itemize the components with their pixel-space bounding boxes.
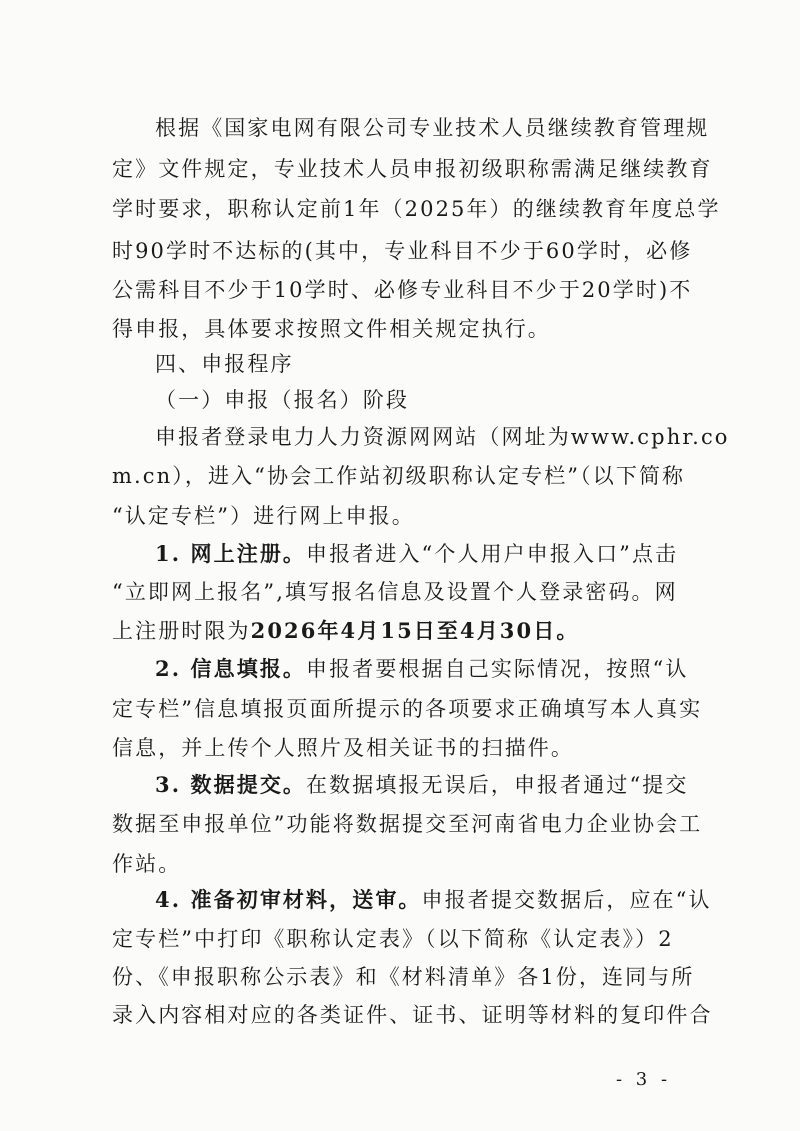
text: 公需科目不少于10学时、必修专业科目不少于20学时)不 [112, 278, 693, 302]
text: 录入内容相对应的各类证件、证书、证明等材料的复印件合 [112, 1003, 713, 1027]
text-line [112, 616, 579, 646]
text: 得申报，具体要求按照文件相关规定执行。 [112, 317, 551, 341]
text-line [112, 1000, 713, 1030]
text-line [155, 422, 730, 452]
text-line [112, 733, 574, 763]
text: 申报者要根据自己实际情况，按照“认 [306, 657, 689, 681]
text: 申报者进入“个人用户申报入口”点击 [306, 542, 679, 566]
text: 信息，并上传个人照片及相关证书的扫描件。 [112, 736, 574, 760]
text: 在数据填报无误后，申报者通过“提交 [306, 773, 689, 797]
text: 份、《申报职称公示表》和《材料清单》各1份，连同与所 [112, 965, 695, 989]
text-line [155, 539, 678, 569]
bold-text: 1. 网上注册。 [155, 541, 307, 566]
text: 作站。 [112, 852, 182, 876]
text: “立即网上报名”,填写报名信息及设置个人登录密码。网 [112, 580, 678, 604]
text-line [155, 113, 709, 143]
text-line [155, 654, 688, 684]
text-line [112, 194, 721, 224]
text-line [112, 809, 702, 839]
text-line [112, 501, 415, 531]
text: 定专栏”中打印《职称认定表》（以下简称《认定表》）2 [112, 927, 674, 951]
text: 申报者登录电力人力资源网网站（网址为www.cphr.co [155, 425, 730, 449]
text: 时90学时不达标的(其中，专业科目不少于60学时，必修 [112, 239, 693, 263]
text: （一）申报（报名）阶段 [155, 388, 410, 412]
text-line [112, 694, 702, 724]
text: 学时要求，职称认定前1年（2025年）的继续教育年度总学 [112, 197, 721, 221]
text: 数据至申报单位”功能将数据提交至河南省电力企业协会工 [112, 812, 703, 836]
text-line [112, 461, 685, 491]
bold-text: 2026年4月15日至4月30日。 [250, 618, 580, 643]
text: 四、申报程序 [155, 352, 294, 376]
page-number: - 3 - [616, 1069, 672, 1090]
text-line [155, 349, 294, 379]
text: 上注册时限为 [112, 619, 251, 643]
text-line [155, 385, 409, 415]
text: 根据《国家电网有限公司专业技术人员继续教育管理规 [155, 116, 710, 140]
text-line [155, 770, 688, 800]
text: 定》文件规定，专业技术人员申报初级职称需满足继续教育 [112, 157, 713, 181]
bold-text: 4. 准备初审材料，送审。 [155, 887, 422, 912]
text: 定专栏”信息填报页面所提示的各项要求正确填写本人真实 [112, 697, 703, 721]
text-line [112, 962, 694, 992]
text: 申报者提交数据后，应在“认 [421, 888, 712, 912]
text-line [112, 154, 713, 184]
text-line [155, 885, 712, 915]
text-line [112, 849, 181, 879]
text-line [112, 577, 678, 607]
text: m.cn），进入“协会工作站初级职称认定专栏”（以下简称 [112, 464, 686, 488]
text-line [112, 924, 674, 954]
bold-text: 2. 信息填报。 [155, 656, 307, 681]
text-line [112, 236, 692, 266]
text-line [112, 275, 692, 305]
text: “认定专栏”）进行网上申报。 [112, 504, 415, 528]
text-line [112, 314, 551, 344]
bold-text: 3. 数据提交。 [155, 772, 307, 797]
